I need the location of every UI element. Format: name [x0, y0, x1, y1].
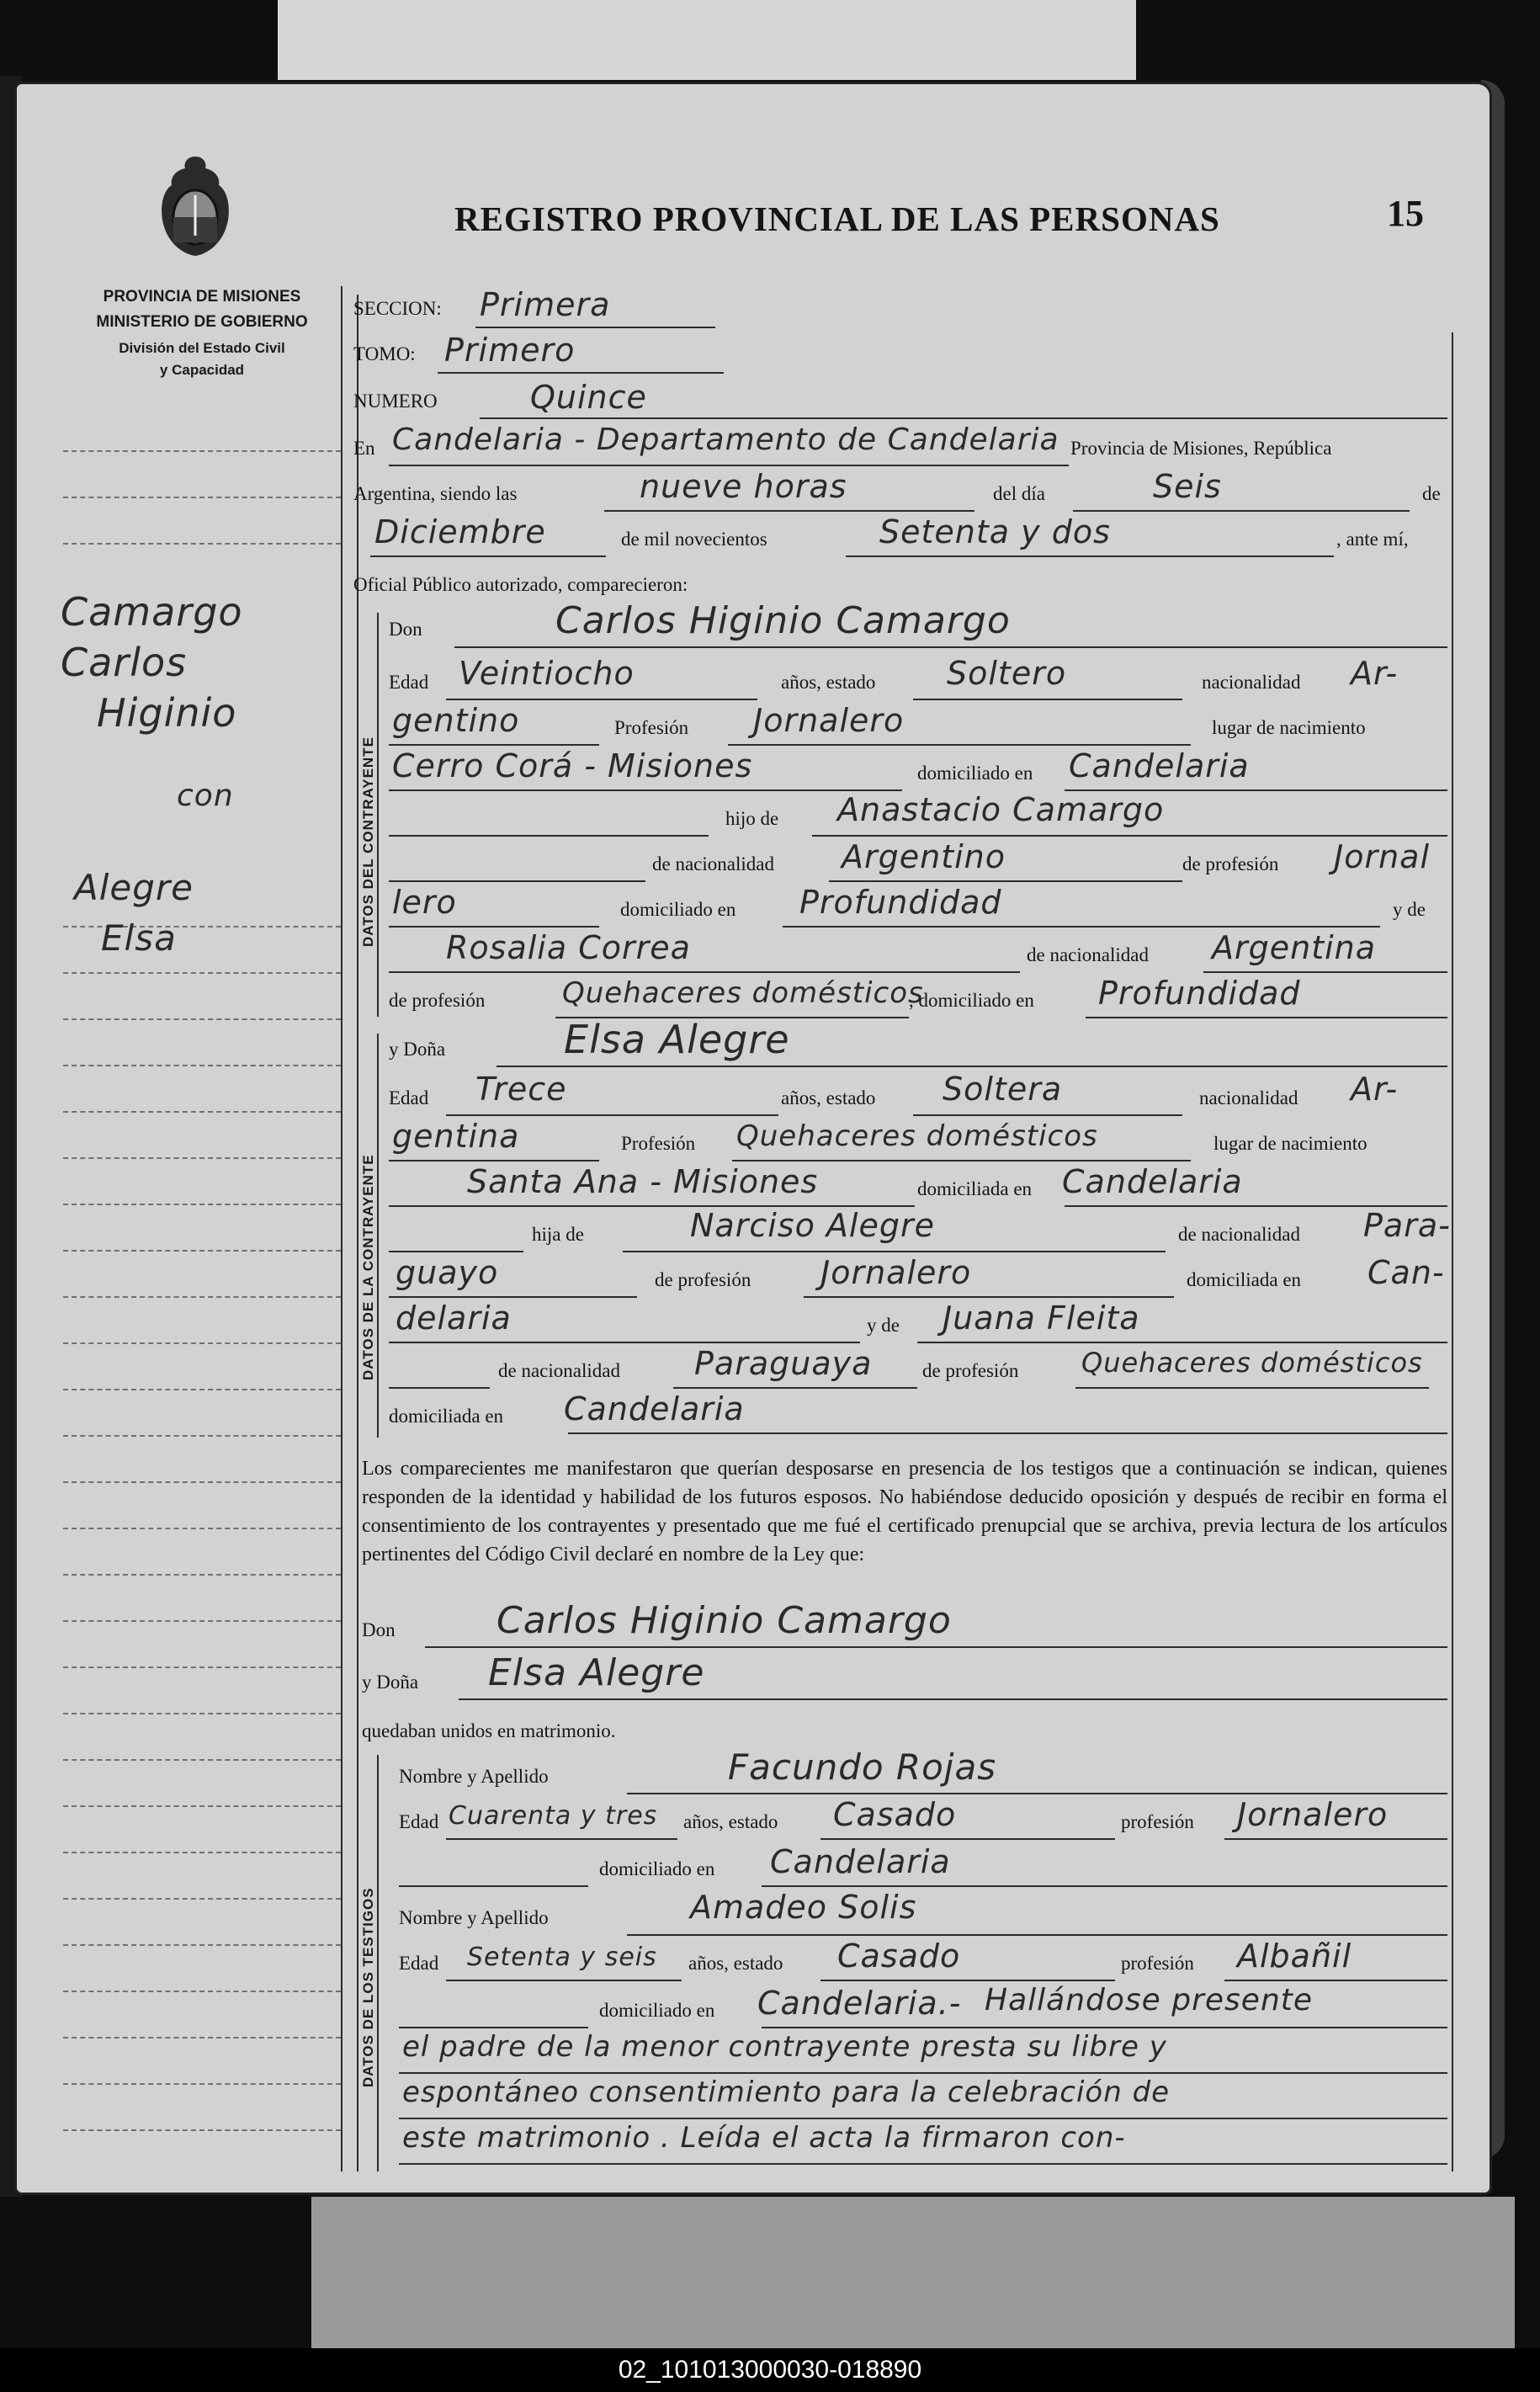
- contrayenta-padre-prof: Jornalero: [820, 1254, 972, 1291]
- page-number: 15: [1387, 193, 1424, 234]
- field-line: [568, 1433, 1447, 1434]
- field-line: [1086, 1017, 1447, 1018]
- mes-value: Diciembre: [374, 513, 546, 550]
- numero-label: NUMERO: [353, 391, 438, 412]
- domiciliada-label: domiciliada en: [917, 1178, 1033, 1199]
- t1-nombre-label: Nombre y Apellido: [399, 1766, 549, 1787]
- contrayente-nacionalidad-a: Ar-: [1351, 655, 1399, 692]
- note-line-3: espontáneo consentimiento para la celebración de: [402, 2076, 1171, 2109]
- en-label: En: [353, 438, 375, 459]
- field-line: [673, 1387, 917, 1389]
- anios-estado-label-2: años, estado: [781, 1087, 876, 1108]
- dona-label: y Doña: [389, 1039, 446, 1060]
- field-line: [804, 1296, 1174, 1298]
- margin-line: [63, 2083, 341, 2085]
- field-line: [497, 1066, 1447, 1067]
- field-line: [480, 417, 1447, 419]
- contrayenta-madre-prof: Quehaceres domésticos: [1081, 1347, 1423, 1379]
- argentina-text: Argentina, siendo las: [353, 483, 518, 504]
- field-line: [820, 1838, 1115, 1840]
- margin-line: [63, 1204, 341, 1205]
- field-line: [446, 699, 757, 700]
- field-line: [399, 2027, 588, 2028]
- field-line: [389, 926, 599, 928]
- field-line: [425, 1646, 1447, 1648]
- t2-domicilio: Candelaria.-: [757, 1985, 962, 2022]
- org-division: División del Estado Civil: [119, 340, 285, 356]
- contrayenta-side-label: DATOS DE LA CONTRAYENTE: [360, 1154, 376, 1380]
- t2-edad: Setenta y seis: [467, 1943, 657, 1972]
- t2-nombre-label: Nombre y Apellido: [399, 1907, 549, 1928]
- contrayente-padre-prof-a: Jornal: [1334, 838, 1431, 875]
- margin-note-bride-name: Elsa: [101, 917, 177, 959]
- margin-line: [63, 972, 341, 974]
- field-line: [446, 1114, 778, 1116]
- contrayente-nombre: Carlos Higinio Camargo: [555, 599, 1011, 642]
- decl-don-label: Don: [362, 1619, 396, 1640]
- field-line: [370, 555, 606, 557]
- mil-text: de mil novecientos: [621, 529, 767, 550]
- margin-line: [63, 1620, 341, 1622]
- padre-nacionalidad-label: de nacionalidad: [652, 853, 774, 874]
- y-de-label-2: y de: [867, 1315, 900, 1336]
- field-line: [820, 1980, 1115, 1981]
- margin-line: [63, 1157, 341, 1159]
- contrayenta-profesion: Quehaceres domésticos: [736, 1119, 1098, 1153]
- form-right-rule: [1452, 332, 1453, 2171]
- contrayente-edad: Veintiocho: [459, 655, 635, 692]
- margin-line: [63, 543, 341, 545]
- tomo-value: Primero: [444, 332, 576, 369]
- contrayenta-edad: Trece: [475, 1071, 567, 1108]
- field-line: [728, 744, 1191, 746]
- contrayenta-lugar: Santa Ana - Misiones: [467, 1163, 819, 1200]
- lugar-nacimiento-label: lugar de nacimiento: [1212, 717, 1366, 738]
- t2-domicilio-label: domiciliado en: [599, 2000, 715, 2021]
- field-line: [389, 880, 645, 882]
- contrayenta-estado: Soltera: [943, 1071, 1063, 1108]
- margin-line: [63, 1250, 341, 1252]
- seccion-value: Primera: [480, 286, 611, 323]
- domiciliado-label: domiciliado en: [917, 763, 1033, 784]
- y-de-label: y de: [1393, 899, 1426, 920]
- nacionalidad-label: nacionalidad: [1202, 672, 1301, 693]
- field-line: [1224, 1980, 1447, 1981]
- margin-line: [63, 1713, 341, 1714]
- field-line: [454, 646, 1447, 648]
- margin-note-con: con: [177, 779, 234, 813]
- field-line: [446, 1838, 677, 1840]
- field-line: [732, 1160, 1191, 1161]
- t2-estado-label: años, estado: [688, 1953, 783, 1974]
- contrayente-madre: Rosalia Correa: [446, 929, 691, 966]
- field-line: [913, 699, 1182, 700]
- note-line-2: el padre de la menor contrayente presta su libre y: [402, 2030, 1167, 2064]
- hijo-label: hijo de: [725, 808, 779, 829]
- note-line-1: Hallándose presente: [985, 1983, 1314, 2017]
- del-dia-label: del día: [993, 483, 1045, 504]
- margin-line: [63, 1944, 341, 1946]
- org-capacity: y Capacidad: [159, 362, 245, 378]
- field-line: [917, 1342, 1447, 1343]
- margin-line: [63, 497, 341, 498]
- t1-edad-label: Edad: [399, 1811, 439, 1832]
- field-line: [438, 372, 724, 374]
- field-line: [1224, 1838, 1447, 1840]
- field-line: [627, 1793, 1447, 1794]
- tomo-label: TOMO:: [353, 343, 416, 364]
- field-line: [1075, 1387, 1429, 1389]
- margin-line: [63, 1111, 341, 1113]
- padre-profesion-label-2: de profesión: [655, 1269, 751, 1290]
- contrayente-domicilio: Candelaria: [1069, 747, 1250, 784]
- margin-line: [63, 450, 341, 452]
- field-line: [399, 2072, 1447, 2074]
- declaration-paragraph: Los comparecientes me manifestaron que querían desposarse en presencia de los testigos que a continuación se indican, quienes responden de la identidad y habilidad de los futuros esposos. No habiéndose deducido oposición y después de recibir en forma el consentimiento de los contrayentes y presentado que me fué el certificado prenupcial que se archiva, previa lectura de los artículos pertinentes del Código Civil declaré en nombre de la Ley que:: [362, 1458, 1447, 1565]
- t2-edad-label: Edad: [399, 1953, 439, 1974]
- top-paper-strip: [278, 0, 1136, 80]
- field-line: [913, 1114, 1182, 1116]
- field-line: [459, 1698, 1447, 1700]
- margin-line: [63, 1296, 341, 1298]
- padre-profesion-label: de profesión: [1182, 853, 1279, 874]
- t1-domicilio-label: domiciliado en: [599, 1858, 715, 1879]
- ante-text: , ante mí,: [1336, 529, 1409, 550]
- margin-line: [63, 1898, 341, 1900]
- field-line: [389, 789, 902, 791]
- padre-domicilio-label: domiciliado en: [620, 899, 736, 920]
- field-line: [389, 1251, 523, 1252]
- margin-note-name: Carlos: [61, 640, 188, 685]
- field-line: [783, 926, 1380, 928]
- margin-line: [63, 1574, 341, 1576]
- margin-line: [63, 2037, 341, 2039]
- contrayenta-madre-dom: Candelaria: [564, 1390, 745, 1427]
- image-id-footer: 02_101013000030-018890: [0, 2348, 1540, 2392]
- t2-nombre: Amadeo Solis: [690, 1889, 917, 1926]
- field-line: [389, 1160, 599, 1161]
- contrayente-padre-prof-b: lero: [392, 884, 457, 921]
- field-line: [623, 1251, 1166, 1252]
- testigos-bracket: [377, 1755, 379, 2171]
- hora-value: nueve horas: [640, 468, 847, 505]
- contrayenta-padre: Narciso Alegre: [690, 1207, 935, 1244]
- margin-line: [63, 2129, 341, 2131]
- field-line: [389, 1296, 637, 1298]
- contrayenta-padre-nac-a: Para-: [1363, 1207, 1451, 1244]
- contrayente-padre-nac: Argentino: [842, 838, 1006, 875]
- profesion-label-2: Profesión: [621, 1133, 696, 1154]
- edad-label-2: Edad: [389, 1087, 429, 1108]
- contrayente-nacionalidad-b: gentino: [392, 702, 520, 739]
- field-line: [399, 2163, 1447, 2165]
- contrayente-madre-prof: Quehaceres domésticos: [562, 976, 924, 1010]
- margin-line: [63, 1991, 341, 1992]
- decl-dona-label: y Doña: [362, 1672, 419, 1693]
- madre-profesion-label-2: de profesión: [922, 1360, 1019, 1381]
- field-line: [604, 510, 974, 512]
- field-line: [389, 465, 1069, 466]
- org-province: PROVINCIA DE MISIONES: [103, 288, 301, 306]
- margin-line: [63, 1481, 341, 1483]
- edad-label: Edad: [389, 672, 429, 693]
- margin-line: [63, 1065, 341, 1066]
- page-title: REGISTRO PROVINCIAL DE LAS PERSONAS: [454, 199, 1220, 238]
- t1-profesion: Jornalero: [1237, 1796, 1389, 1833]
- contrayenta-padre-nac-b: guayo: [396, 1254, 499, 1291]
- madre-nacionalidad-label-2: de nacionalidad: [498, 1360, 620, 1381]
- seccion-label: SECCION:: [353, 298, 442, 319]
- don-label: Don: [389, 619, 422, 640]
- contrayenta-nombre: Elsa Alegre: [564, 1017, 790, 1062]
- madre-profesion-label: de profesión: [389, 990, 486, 1011]
- lugar-nacimiento-label-2: lugar de nacimiento: [1213, 1133, 1367, 1154]
- contrayente-estado: Soltero: [947, 655, 1067, 692]
- t1-profesion-label: profesión: [1121, 1811, 1194, 1832]
- contrayente-lugar: Cerro Corá - Misiones: [392, 747, 753, 784]
- margin-line: [63, 1342, 341, 1344]
- contrayente-profesion: Jornalero: [753, 702, 905, 739]
- field-line: [389, 835, 709, 837]
- t1-nombre: Facundo Rojas: [728, 1746, 997, 1788]
- contrayente-madre-dom: Profundidad: [1098, 975, 1301, 1012]
- contrayenta-domicilio: Candelaria: [1062, 1163, 1243, 1200]
- field-line: [446, 1980, 682, 1981]
- padre-domicilio-label-2: domiciliada en: [1187, 1269, 1302, 1290]
- contrayente-madre-nac: Argentina: [1212, 929, 1377, 966]
- field-line: [389, 1342, 860, 1343]
- contrayente-padre: Anastacio Camargo: [837, 791, 1165, 828]
- margin-line: [63, 1852, 341, 1853]
- margin-line: [63, 1805, 341, 1807]
- bottom-paper-strip: [311, 2197, 1515, 2348]
- field-line: [389, 1387, 490, 1389]
- margin-note-bride-surname: Alegre: [74, 867, 194, 908]
- numero-value: Quince: [530, 379, 647, 416]
- decl-don-value: Carlos Higinio Camargo: [497, 1599, 952, 1642]
- t2-profesion: Albañil: [1237, 1938, 1352, 1975]
- contrayenta-madre-nac: Paraguaya: [694, 1345, 873, 1382]
- coat-of-arms-icon: [153, 151, 237, 259]
- contrayenta-nacionalidad-a: Ar-: [1351, 1071, 1399, 1108]
- madre-nacionalidad-label: de nacionalidad: [1027, 944, 1149, 965]
- t2-profesion-label: profesión: [1121, 1953, 1194, 1974]
- decl-dona-value: Elsa Alegre: [488, 1651, 705, 1694]
- contrayente-padre-dom: Profundidad: [799, 884, 1002, 921]
- field-line: [399, 1885, 588, 1887]
- margin-note-middle: Higinio: [97, 690, 237, 736]
- contrayenta-nacionalidad-b: gentina: [392, 1118, 520, 1155]
- lugar-acto-value: Candelaria - Departamento de Candelaria: [392, 423, 1059, 457]
- field-line: [846, 555, 1334, 557]
- field-line: [762, 2027, 1447, 2028]
- t1-domicilio: Candelaria: [770, 1843, 951, 1880]
- hija-label: hija de: [532, 1224, 584, 1245]
- contrayente-side-label: DATOS DEL CONTRAYENTE: [360, 736, 376, 947]
- madre-domicilio-label: , domiciliado en: [909, 990, 1034, 1011]
- org-ministry: MINISTERIO DE GOBIERNO: [96, 313, 308, 331]
- anio-value: Setenta y dos: [879, 513, 1111, 550]
- t1-estado-label: años, estado: [683, 1811, 778, 1832]
- field-line: [389, 971, 1020, 973]
- contrayenta-madre: Juana Fleita: [943, 1300, 1140, 1337]
- field-line: [627, 1934, 1447, 1936]
- nacionalidad-label-2: nacionalidad: [1199, 1087, 1298, 1108]
- margin-line: [63, 1528, 341, 1529]
- testigos-side-label: DATOS DE LOS TESTIGOS: [360, 1887, 376, 2087]
- unidos-text: quedaban unidos en matrimonio.: [362, 1720, 616, 1741]
- contrayente-bracket: [377, 613, 379, 1017]
- profesion-label: Profesión: [614, 717, 689, 738]
- field-line: [1203, 971, 1447, 973]
- field-line: [1073, 510, 1410, 512]
- field-line: [389, 744, 599, 746]
- oficial-text: Oficial Público autorizado, comparecieron:: [353, 574, 688, 595]
- contrayenta-padre-dom-a: Can-: [1367, 1254, 1445, 1291]
- provincia-text: Provincia de Misiones, República: [1070, 438, 1332, 459]
- margin-divider: [341, 286, 343, 2171]
- margin-line: [63, 1435, 341, 1437]
- field-line: [475, 327, 715, 328]
- note-line-4: este matrimonio . Leída el acta la firmaron con-: [402, 2121, 1126, 2155]
- de-label: de: [1422, 483, 1441, 504]
- t2-estado: Casado: [837, 1938, 961, 1975]
- margin-line: [63, 1389, 341, 1390]
- field-line: [762, 1885, 1447, 1887]
- contrayenta-bracket: [377, 1034, 379, 1438]
- field-line: [829, 880, 1182, 882]
- margin-note-surname: Camargo: [61, 589, 243, 635]
- margin-line: [63, 1018, 341, 1020]
- anios-estado-label: años, estado: [781, 672, 876, 693]
- t1-edad: Cuarenta y tres: [449, 1801, 658, 1831]
- dia-value: Seis: [1153, 468, 1222, 505]
- padre-nacionalidad-label-2: de nacionalidad: [1178, 1224, 1300, 1245]
- madre-domicilio-label-2: domiciliada en: [389, 1406, 504, 1427]
- margin-line: [63, 1759, 341, 1761]
- field-line: [812, 835, 1447, 837]
- t1-estado: Casado: [833, 1796, 957, 1833]
- field-line: [399, 2118, 1447, 2119]
- contrayenta-padre-dom-b: delaria: [396, 1300, 512, 1337]
- margin-line: [63, 1666, 341, 1668]
